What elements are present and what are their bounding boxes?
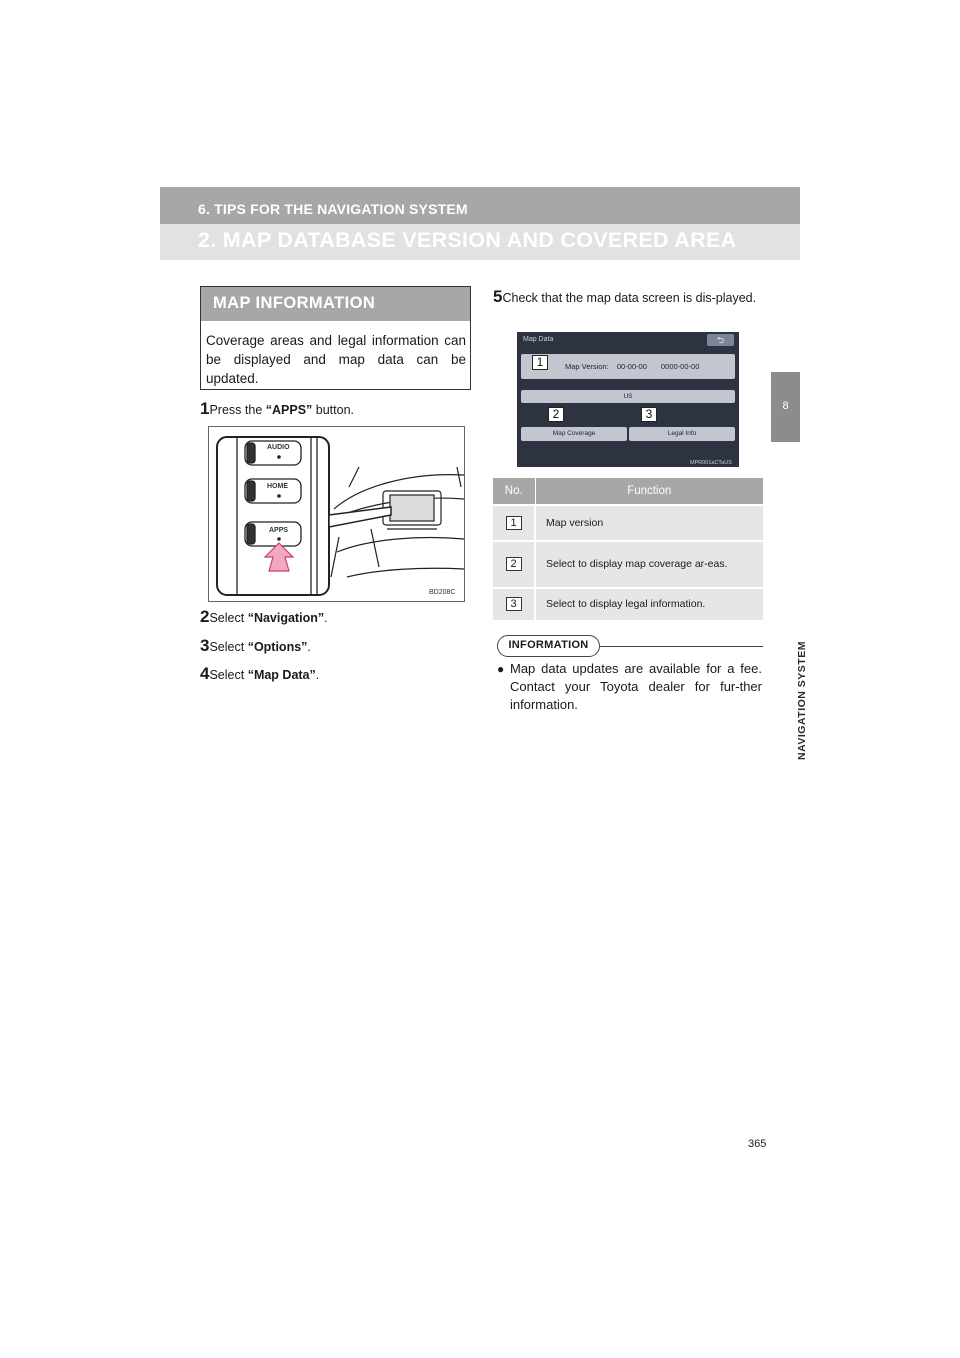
- section-label: 6. TIPS FOR THE NAVIGATION SYSTEM: [198, 201, 468, 217]
- information-note: [497, 660, 762, 714]
- step-number: 1: [200, 399, 210, 418]
- step-keyword: “APPS”: [265, 403, 313, 417]
- row-function: Select to display map coverage ar-eas.: [535, 541, 763, 588]
- map-version-readout: [565, 362, 699, 371]
- map-version-date: 0000-00-00: [661, 362, 700, 371]
- dashboard-drawing: [209, 427, 466, 603]
- step-keyword: “Navigation”: [247, 611, 325, 625]
- step-4: 4Select “Map Data”.: [200, 664, 320, 683]
- step-5: [493, 287, 761, 308]
- audio-button-label: AUDIO: [267, 444, 290, 451]
- step-text: Check that the map data screen is dis-played.: [502, 291, 757, 305]
- map-version-value: 00-00-00: [616, 362, 647, 371]
- row-function: Map version: [535, 505, 763, 541]
- step-1: 1Press the “APPS” button.: [200, 399, 354, 418]
- column-header-function: Function: [535, 478, 763, 505]
- back-arrow-icon[interactable]: ⮌: [707, 334, 734, 346]
- information-badge: INFORMATION: [497, 635, 600, 657]
- map-information-box: [200, 286, 471, 390]
- apps-button-label: APPS: [269, 527, 289, 534]
- step-number: 4: [200, 664, 210, 683]
- apps-button-illustration: [208, 426, 465, 602]
- information-text: Map data updates are available for a fee. Contact your Toyota dealer for fur-ther information.: [510, 661, 762, 712]
- map-data-screen: [517, 332, 739, 467]
- map-information-text: Coverage areas and legal information can be displayed and map data can be updated.: [206, 333, 466, 386]
- row-function: Select to display legal information.: [535, 588, 763, 620]
- function-table: [493, 478, 763, 620]
- map-coverage-button[interactable]: Map Coverage: [521, 427, 627, 441]
- callout-3: 3: [641, 407, 657, 422]
- step-keyword: “Options”: [247, 640, 308, 654]
- legal-info-button[interactable]: Legal Info: [629, 427, 735, 441]
- row-number: 3: [506, 597, 522, 611]
- table-row: [493, 588, 763, 620]
- bullet-icon: ●: [497, 662, 505, 676]
- step-number: 5: [493, 287, 503, 306]
- table-row: [493, 505, 763, 541]
- row-number: 1: [506, 516, 522, 530]
- step-3: 3Select “Options”.: [200, 636, 311, 655]
- figure-code: BD208C: [429, 589, 456, 596]
- page-number: 365: [748, 1138, 767, 1150]
- step-number: 2: [200, 607, 210, 626]
- map-information-header: [201, 287, 470, 321]
- region-bar: US: [521, 390, 735, 403]
- map-information-title: MAP INFORMATION: [213, 294, 376, 312]
- callout-1: 1: [532, 355, 548, 370]
- information-rule: [600, 646, 763, 647]
- callout-2: 2: [548, 407, 564, 422]
- step-keyword: “Map Data”: [247, 668, 316, 682]
- page-title: 2. MAP DATABASE VERSION AND COVERED AREA: [198, 228, 737, 252]
- home-button-label: HOME: [267, 483, 288, 490]
- chapter-number: 8: [782, 400, 789, 412]
- map-version-label: Map Version:: [565, 362, 609, 371]
- row-number: 2: [506, 557, 522, 571]
- column-header-no: No.: [493, 478, 535, 505]
- screen-title: Map Data: [523, 336, 554, 343]
- screen-code: MPR001aCTaUS: [690, 460, 732, 466]
- step-2: 2Select “Navigation”.: [200, 607, 328, 626]
- step-number: 3: [200, 636, 210, 655]
- table-row: [493, 541, 763, 588]
- chapter-label: NAVIGATION SYSTEM: [796, 641, 808, 760]
